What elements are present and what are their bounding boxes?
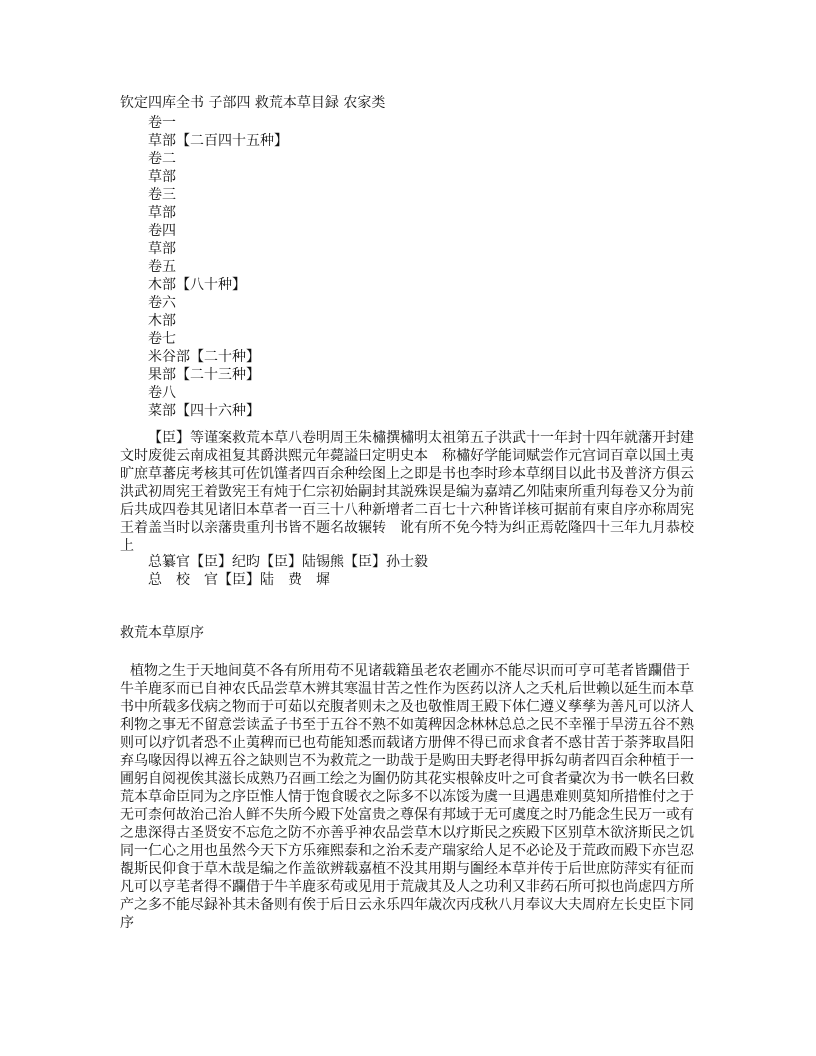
- preface-line: 圃躬自阅视俟其滋长成熟乃召画工绘之为圗仍防其花实根榦皮叶之可食者彚次为书一帙名曰救: [120, 771, 694, 787]
- note-line: 文时废徙云南成祖复其爵洪熙元年薨謚曰定明史本 称橚好学能词赋尝作元宫词百章以国土夷: [120, 448, 694, 464]
- preface-body: [120, 662, 694, 932]
- toc-item: 菜部【四十六种】: [148, 403, 260, 419]
- toc-item: 卷四: [148, 223, 176, 239]
- toc-item: 卷三: [148, 187, 176, 203]
- preface-line: 则可以疗饥者恐不止荑稗而已也苟能知悉而载诸方册俾不得已而求食者不惑甘苦于荼荠取昌阳: [120, 735, 694, 751]
- preface-heading: [120, 624, 204, 642]
- preface-line: 利物之事无不留意尝读孟子书至于五谷不熟不如荑稗因念林林总总之民不幸罹于旱涝五谷不熟: [120, 717, 694, 733]
- header-title: 钦定四库全书 子部四 救荒本草目録 农家类: [120, 95, 386, 111]
- note-line: 王着盖当时以亲藩贵重刋书皆不题名故辗转 讹有所不免今特为纠正焉乾隆四十三年九月恭校: [120, 520, 694, 536]
- editorial-note: [120, 429, 694, 555]
- preface-line: 序: [120, 915, 134, 931]
- preface-title: 救荒本草原序: [120, 625, 204, 641]
- toc-item: 木部: [148, 313, 176, 329]
- note-line: 【臣】等谨案救荒本草八卷明周王朱橚撰橚明太祖第五子洪武十一年封十四年就藩开封建: [148, 430, 694, 446]
- signature-line: 总 校 官【臣】陆 费 墀: [148, 572, 330, 588]
- preface-line: 覩斯民仰食于草木哉是编之作盖欲辨载嘉植不没其用期与圗经本草并传于后世庶防萍实有征而: [120, 861, 694, 877]
- note-line: 后共成四卷其见诸旧本草者一百三十八种新增者二百七十六种皆详核可据前有柬自序亦称周宪: [120, 502, 694, 518]
- preface-line: 产之多不能尽録补其未备则有俟于后日云永乐四年歳次丙戌秋八月奉议大夫周府左长史臣卞同: [120, 897, 694, 913]
- note-line: 上: [120, 538, 134, 554]
- toc-item: 卷一: [148, 115, 176, 131]
- preface-line: 牛羊鹿豕而已自神农氏品尝草木辨其寒温甘苦之性作为医药以济人之夭札后世赖以延生而本草: [120, 681, 694, 697]
- toc-item: 草部: [148, 169, 176, 185]
- toc-item: 草部【二百四十五种】: [148, 133, 288, 149]
- preface-line: 凡可以亨芼者得不躝借于牛羊鹿豕苟或见用于荒歳其及人之功利又非药石所可拟也尚虑四方所: [120, 879, 694, 895]
- toc-item: 卷六: [148, 295, 176, 311]
- note-line: 旷庶草蕃庑考核其可佐饥馑者四百余种绘图上之即是书也李时珍本草纲目以此书及普济方俱云: [120, 466, 694, 482]
- signatures: [120, 553, 428, 589]
- preface-line: 无可柰何故治己治人鲜不失所今殿下处富贵之尊保有邦域于无可虞度之时乃能念生民万一或有: [120, 807, 694, 823]
- preface-line: 书中所载多伐病之物而于可茹以充腹者则未之及也敬惟周王殿下体仁遵义孳孳为善凡可以济人: [120, 699, 694, 715]
- preface-line: 弃乌喙因得以裨五谷之缺则岂不为救荒之一助哉于是购田夫野老得甲拆勾萌者四百余种植于一: [120, 753, 694, 769]
- toc-item: 草部: [148, 241, 176, 257]
- note-line: 洪武初周宪王着敳宪王有炖于仁宗初始嗣封其説殊误是编为嘉靖乙夘陆柬所重刋每卷又分为前: [120, 484, 694, 500]
- preface-line: 植物之生于天地间莫不各有所用苟不见诸载籍虽老农老圃亦不能尽识而可亨可芼者皆躝借于: [130, 663, 690, 679]
- toc-item: 卷七: [148, 331, 176, 347]
- toc-item: 卷二: [148, 151, 176, 167]
- toc-item: 草部: [148, 205, 176, 221]
- document-header: [120, 94, 385, 112]
- signature-line: 总纂官【臣】纪昀【臣】陆锡熊【臣】孙士毅: [148, 554, 428, 570]
- table-of-contents: [120, 114, 288, 420]
- toc-item: 木部【八十种】: [148, 277, 246, 293]
- toc-item: 米谷部【二十种】: [148, 349, 260, 365]
- preface-line: 之患深得古圣贤安不忘危之防不亦善乎神农品尝草木以疗斯民之疾殿下区别草木欲济斯民之饥: [120, 825, 694, 841]
- toc-item: 卷五: [148, 259, 176, 275]
- preface-line: 同一仁心之用也虽然今天下方乐雍熙泰和之治禾麦产瑞家给人足不必论及于荒政而殿下亦岂忍: [120, 843, 694, 859]
- preface-line: 荒本草命臣同为之序臣惟人情于饱食暖衣之际多不以冻馁为虞一旦遇患难则莫知所措惟付之于: [120, 789, 694, 805]
- toc-item: 卷八: [148, 385, 176, 401]
- toc-item: 果部【二十三种】: [148, 367, 260, 383]
